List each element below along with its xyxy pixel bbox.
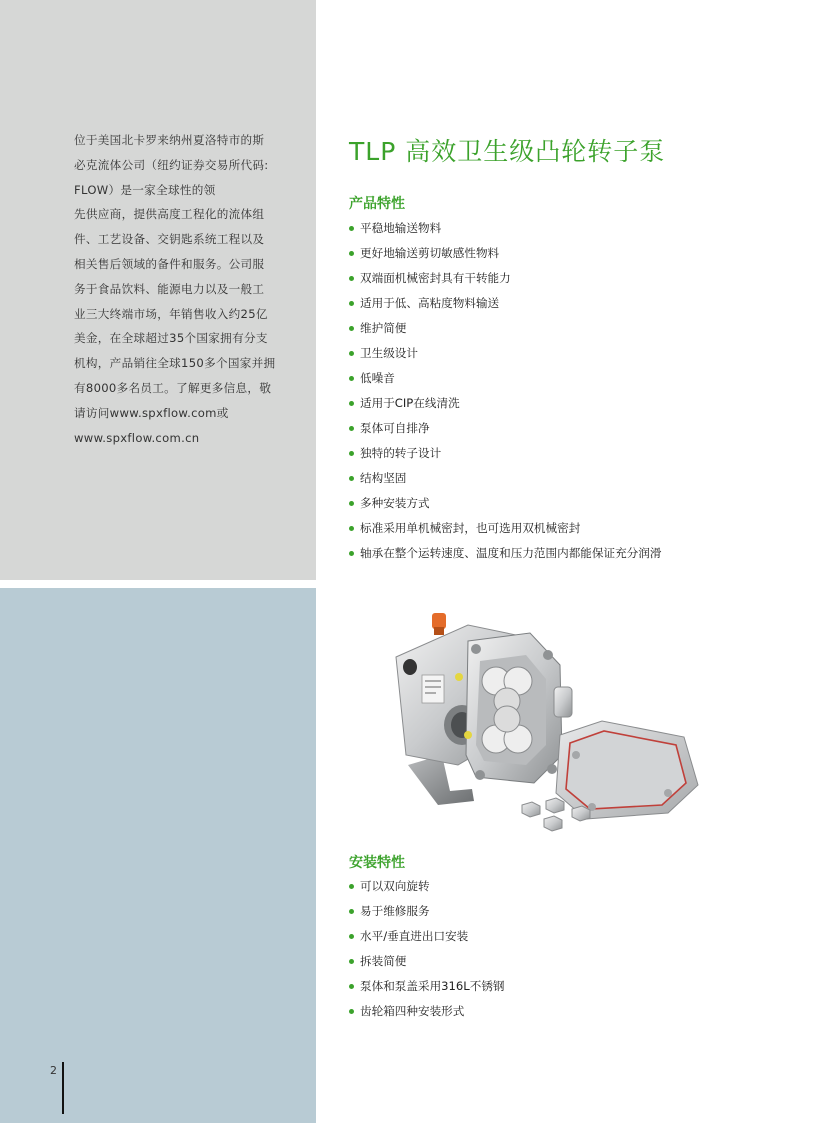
feature-item: 卫生级设计 xyxy=(349,341,661,366)
bullet-icon xyxy=(349,501,354,506)
installation-item: 易于维修服务 xyxy=(349,899,505,924)
installation-item: 齿轮箱四种安装形式 xyxy=(349,999,505,1024)
installation-item: 可以双向旋转 xyxy=(349,874,505,899)
installation-item: 水平/垂直进出口安装 xyxy=(349,924,505,949)
feature-item: 标准采用单机械密封，也可选用双机械密封 xyxy=(349,516,661,541)
intro-line: www.spxflow.com.cn xyxy=(74,430,200,445)
page-title: TLP 高效卫生级凸轮转子泵 xyxy=(349,137,666,166)
intro-line: 业三大终端市场，年销售收入约25亿 xyxy=(74,306,268,321)
bullet-icon xyxy=(349,226,354,231)
feature-item: 维护简便 xyxy=(349,316,661,341)
page-number: 2 xyxy=(50,1064,57,1077)
intro-line: 机构，产品销往全球150多个国家并拥 xyxy=(74,356,276,371)
feature-item: 低噪音 xyxy=(349,366,661,391)
bullet-icon xyxy=(349,451,354,456)
feature-item: 适用于CIP在线清洗 xyxy=(349,391,661,416)
bullet-icon xyxy=(349,909,354,914)
company-intro xyxy=(74,128,282,450)
feature-item: 平稳地输送物料 xyxy=(349,216,661,241)
bullet-icon xyxy=(349,251,354,256)
intro-line: 请访问www.spxflow.com或 xyxy=(74,405,229,420)
bullet-icon xyxy=(349,276,354,281)
bullet-icon xyxy=(349,376,354,381)
intro-line: FLOW）是一家全球性的领 xyxy=(74,182,216,197)
intro-line: 位于美国北卡罗来纳州夏洛特市的斯 xyxy=(74,133,265,147)
feature-item: 适用于低、高粘度物料输送 xyxy=(349,291,661,316)
page-number-rule xyxy=(62,1062,64,1114)
bullet-icon xyxy=(349,984,354,989)
bullet-icon xyxy=(349,551,354,556)
feature-item: 多种安装方式 xyxy=(349,491,661,516)
intro-line: 件、工艺设备、交钥匙系统工程以及 xyxy=(74,232,265,247)
installation-item: 泵体和泵盖采用316L不锈钢 xyxy=(349,974,505,999)
blue-panel xyxy=(0,588,316,1123)
feature-item: 独特的转子设计 xyxy=(349,441,661,466)
bullet-icon xyxy=(349,301,354,306)
installation-heading: 安装特性 xyxy=(349,855,405,871)
intro-line: 必克流体公司（纽约证券交易所代码: xyxy=(74,157,269,172)
bullet-icon xyxy=(349,401,354,406)
feature-item: 结构坚固 xyxy=(349,466,661,491)
installation-list xyxy=(349,874,505,1024)
intro-line: 务于食品饮料、能源电力以及一般工 xyxy=(74,281,265,296)
installation-item: 拆装简便 xyxy=(349,949,505,974)
bullet-icon xyxy=(349,326,354,331)
features-heading: 产品特性 xyxy=(349,196,405,212)
feature-item: 更好地输送剪切敏感性物料 xyxy=(349,241,661,266)
intro-line: 有8000多名员工。了解更多信息，敬 xyxy=(74,380,272,395)
bullet-icon xyxy=(349,351,354,356)
bullet-icon xyxy=(349,884,354,889)
intro-line: 美金，在全球超过35个国家拥有分支 xyxy=(74,331,268,346)
bullet-icon xyxy=(349,934,354,939)
bullet-icon xyxy=(349,426,354,431)
feature-item: 泵体可自排净 xyxy=(349,416,661,441)
intro-line: 相关售后领域的备件和服务。公司服 xyxy=(74,256,265,271)
feature-item: 双端面机械密封具有干转能力 xyxy=(349,266,661,291)
lobe-pump-image xyxy=(376,605,708,843)
bullet-icon xyxy=(349,476,354,481)
bullet-icon xyxy=(349,1009,354,1014)
features-list xyxy=(349,216,661,566)
bullet-icon xyxy=(349,526,354,531)
feature-item: 轴承在整个运转速度、温度和压力范围内都能保证充分润滑 xyxy=(349,541,661,566)
bullet-icon xyxy=(349,959,354,964)
intro-line: 先供应商，提供高度工程化的流体组 xyxy=(74,207,265,222)
